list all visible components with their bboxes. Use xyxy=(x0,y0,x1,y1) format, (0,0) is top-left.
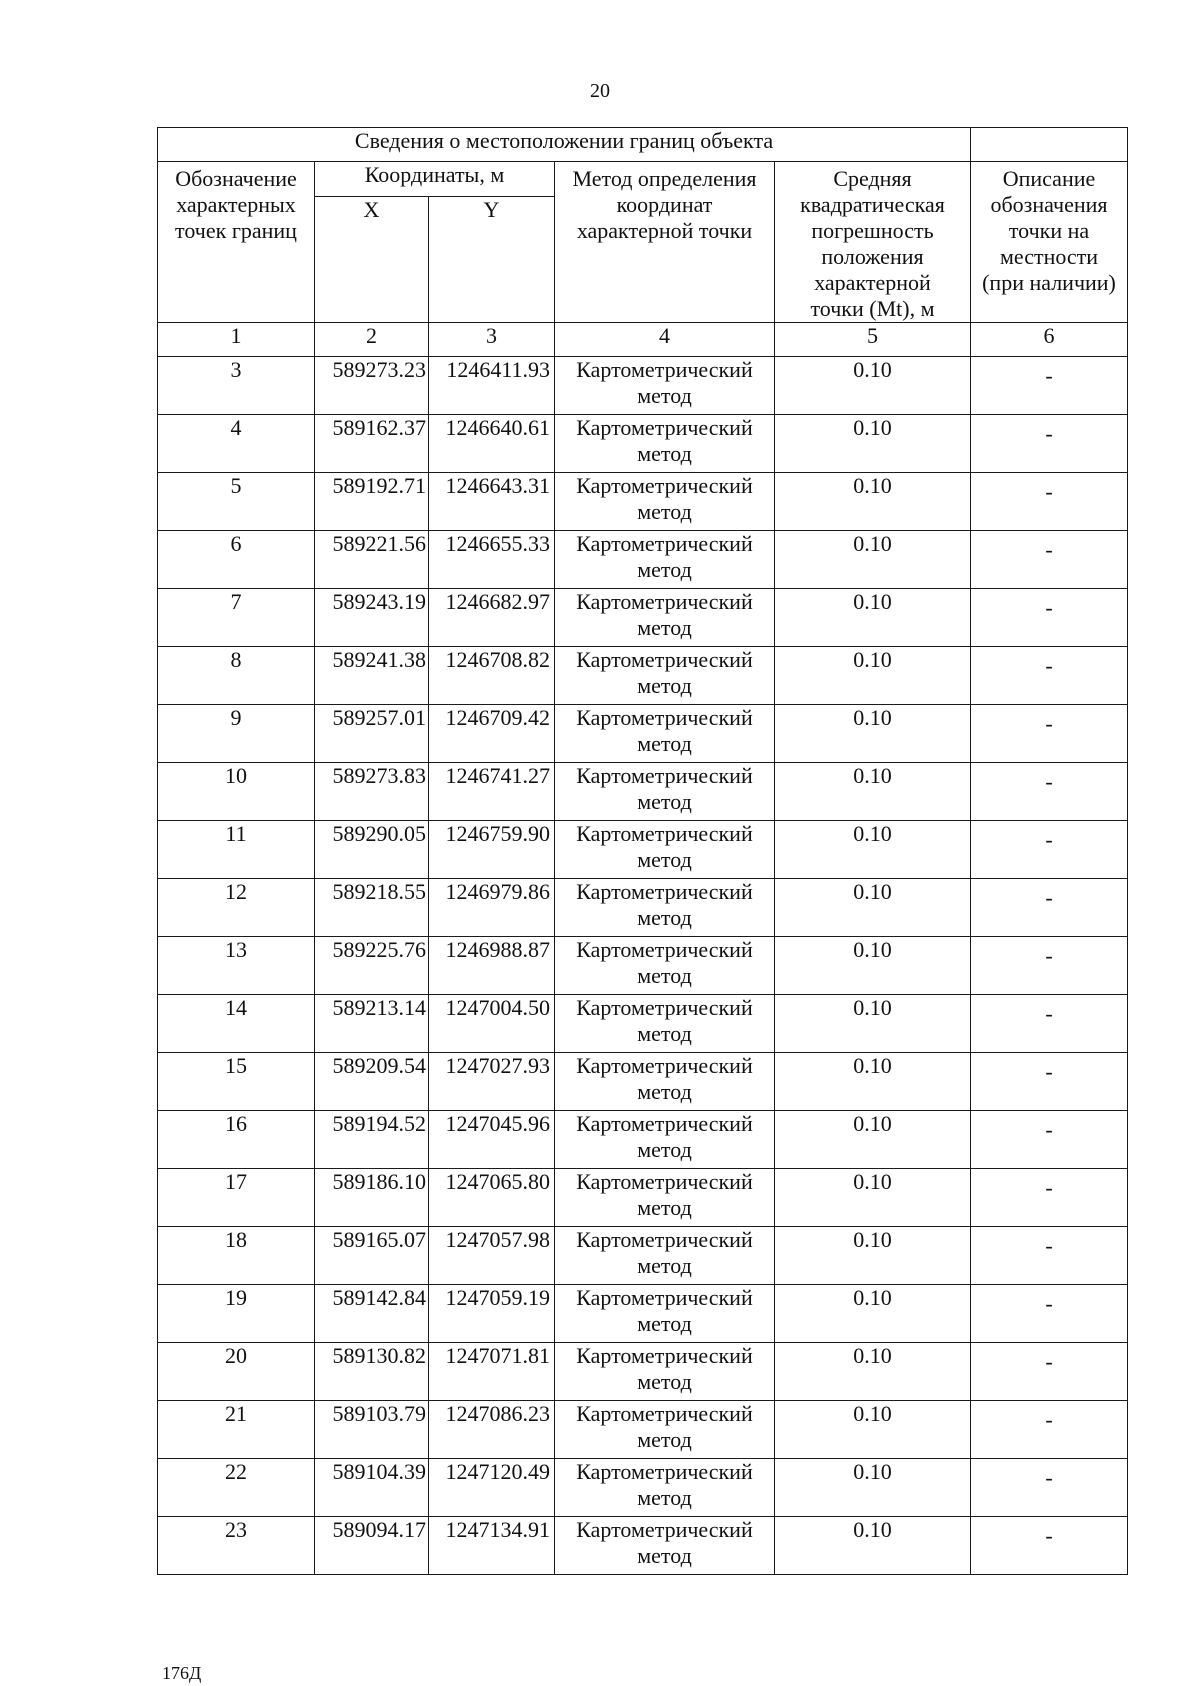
method-line: метод xyxy=(637,499,692,524)
header-mean-error-line: положения xyxy=(821,244,924,269)
table-row xyxy=(158,763,1128,821)
y-coordinate-cell: 1247071.81 xyxy=(429,1343,555,1401)
method-cell xyxy=(555,937,775,995)
method-cell xyxy=(555,763,775,821)
method-cell xyxy=(555,1053,775,1111)
y-coordinate-cell: 1246708.82 xyxy=(429,647,555,705)
mean-error-cell: 0.10 xyxy=(775,415,971,473)
table-row xyxy=(158,589,1128,647)
mean-error-cell: 0.10 xyxy=(775,821,971,879)
method-cell xyxy=(555,1227,775,1285)
footer-code: 176Д xyxy=(162,1663,202,1683)
header-method-line: координат xyxy=(616,192,713,217)
method-line: метод xyxy=(637,1369,692,1394)
method-line: метод xyxy=(637,383,692,408)
table-row xyxy=(158,357,1128,415)
point-id-cell: 13 xyxy=(158,937,315,995)
description-cell: - xyxy=(971,1401,1128,1459)
header-description-line: (при наличии) xyxy=(982,270,1116,295)
method-line: Картометрический xyxy=(576,937,753,962)
header-mean-error-line: характерной xyxy=(814,270,931,295)
header-point-designation-line: точек границ xyxy=(175,218,297,243)
header-description-line: местности xyxy=(999,244,1099,269)
method-cell xyxy=(555,879,775,937)
table-body xyxy=(158,357,1128,1575)
x-coordinate-cell: 589273.83 xyxy=(315,763,429,821)
description-cell: - xyxy=(971,1459,1128,1517)
table-row xyxy=(158,1169,1128,1227)
method-cell xyxy=(555,705,775,763)
boundary-coordinates-table xyxy=(157,127,1128,1575)
method-line: Картометрический xyxy=(576,1459,753,1484)
header-description-line: обозначения xyxy=(990,192,1108,217)
header-y: Y xyxy=(429,197,555,323)
x-coordinate-cell: 589213.14 xyxy=(315,995,429,1053)
method-line: Картометрический xyxy=(576,357,753,382)
mean-error-cell: 0.10 xyxy=(775,763,971,821)
x-coordinate-cell: 589241.38 xyxy=(315,647,429,705)
method-cell xyxy=(555,821,775,879)
x-coordinate-cell: 589290.05 xyxy=(315,821,429,879)
method-line: метод xyxy=(637,1021,692,1046)
method-cell xyxy=(555,647,775,705)
method-line: Картометрический xyxy=(576,763,753,788)
header-point-designation xyxy=(158,162,315,323)
mean-error-cell: 0.10 xyxy=(775,995,971,1053)
method-cell xyxy=(555,531,775,589)
x-coordinate-cell: 589186.10 xyxy=(315,1169,429,1227)
table-row xyxy=(158,995,1128,1053)
point-id-cell: 10 xyxy=(158,763,315,821)
table-row xyxy=(158,1111,1128,1169)
header-coordinates: Координаты, м xyxy=(315,162,555,197)
method-line: Картометрический xyxy=(576,1169,753,1194)
table-row xyxy=(158,1285,1128,1343)
mean-error-cell: 0.10 xyxy=(775,473,971,531)
y-coordinate-cell: 1246640.61 xyxy=(429,415,555,473)
description-cell: - xyxy=(971,357,1128,415)
header-mean-error-line: Средняя xyxy=(833,166,912,191)
method-line: метод xyxy=(637,1137,692,1162)
method-cell xyxy=(555,1343,775,1401)
mean-error-cell: 0.10 xyxy=(775,531,971,589)
method-line: Картометрический xyxy=(576,647,753,672)
mean-error-cell: 0.10 xyxy=(775,589,971,647)
description-cell: - xyxy=(971,647,1128,705)
method-line: метод xyxy=(637,847,692,872)
method-line: Картометрический xyxy=(576,531,753,556)
description-cell: - xyxy=(971,589,1128,647)
method-line: метод xyxy=(637,963,692,988)
point-id-cell: 12 xyxy=(158,879,315,937)
x-coordinate-cell: 589162.37 xyxy=(315,415,429,473)
header-description-line: точки на xyxy=(1008,218,1090,243)
mean-error-cell: 0.10 xyxy=(775,1169,971,1227)
method-line: метод xyxy=(637,905,692,930)
method-cell xyxy=(555,1169,775,1227)
point-id-cell: 16 xyxy=(158,1111,315,1169)
point-id-cell: 9 xyxy=(158,705,315,763)
x-coordinate-cell: 589257.01 xyxy=(315,705,429,763)
table-row xyxy=(158,1517,1128,1575)
point-id-cell: 3 xyxy=(158,357,315,415)
method-line: метод xyxy=(637,1079,692,1104)
description-cell: - xyxy=(971,1111,1128,1169)
y-coordinate-cell: 1247134.91 xyxy=(429,1517,555,1575)
column-number: 1 xyxy=(158,323,315,357)
method-cell xyxy=(555,995,775,1053)
description-cell: - xyxy=(971,1343,1128,1401)
header-point-designation-line: характерных xyxy=(176,192,296,217)
mean-error-cell: 0.10 xyxy=(775,1343,971,1401)
header-description-line: Описание xyxy=(1002,166,1096,191)
method-line: метод xyxy=(637,673,692,698)
method-line: метод xyxy=(637,789,692,814)
mean-error-cell: 0.10 xyxy=(775,1227,971,1285)
header-mean-error-line: погрешность xyxy=(811,218,934,243)
y-coordinate-cell: 1246682.97 xyxy=(429,589,555,647)
table-row xyxy=(158,415,1128,473)
table-title: Сведения о местоположении границ объекта xyxy=(158,128,971,162)
method-line: Картометрический xyxy=(576,821,753,846)
description-cell: - xyxy=(971,1169,1128,1227)
method-line: Картометрический xyxy=(576,995,753,1020)
mean-error-cell: 0.10 xyxy=(775,1053,971,1111)
table-row xyxy=(158,1053,1128,1111)
column-number: 6 xyxy=(971,323,1128,357)
y-coordinate-cell: 1246988.87 xyxy=(429,937,555,995)
x-coordinate-cell: 589194.52 xyxy=(315,1111,429,1169)
description-cell: - xyxy=(971,821,1128,879)
y-coordinate-cell: 1247027.93 xyxy=(429,1053,555,1111)
description-cell: - xyxy=(971,415,1128,473)
point-id-cell: 18 xyxy=(158,1227,315,1285)
header-mean-error xyxy=(775,162,971,323)
column-number: 3 xyxy=(429,323,555,357)
x-coordinate-cell: 589192.71 xyxy=(315,473,429,531)
mean-error-cell: 0.10 xyxy=(775,1285,971,1343)
method-line: метод xyxy=(637,1195,692,1220)
header-method-line: Метод определения xyxy=(572,166,757,191)
x-coordinate-cell: 589165.07 xyxy=(315,1227,429,1285)
point-id-cell: 15 xyxy=(158,1053,315,1111)
point-id-cell: 17 xyxy=(158,1169,315,1227)
y-coordinate-cell: 1247059.19 xyxy=(429,1285,555,1343)
method-line: Картометрический xyxy=(576,589,753,614)
header-description xyxy=(971,162,1128,323)
y-coordinate-cell: 1246759.90 xyxy=(429,821,555,879)
table-row xyxy=(158,1401,1128,1459)
description-cell: - xyxy=(971,937,1128,995)
description-cell: - xyxy=(971,1227,1128,1285)
point-id-cell: 8 xyxy=(158,647,315,705)
method-line: Картометрический xyxy=(576,1111,753,1136)
y-coordinate-cell: 1247045.96 xyxy=(429,1111,555,1169)
point-id-cell: 6 xyxy=(158,531,315,589)
method-line: Картометрический xyxy=(576,705,753,730)
y-coordinate-cell: 1247065.80 xyxy=(429,1169,555,1227)
method-line: Картометрический xyxy=(576,1401,753,1426)
method-cell xyxy=(555,357,775,415)
column-number: 4 xyxy=(555,323,775,357)
method-line: метод xyxy=(637,557,692,582)
y-coordinate-cell: 1246643.31 xyxy=(429,473,555,531)
method-cell xyxy=(555,1111,775,1169)
x-coordinate-cell: 589243.19 xyxy=(315,589,429,647)
x-coordinate-cell: 589130.82 xyxy=(315,1343,429,1401)
description-cell: - xyxy=(971,473,1128,531)
table-row xyxy=(158,937,1128,995)
method-line: метод xyxy=(637,1485,692,1510)
description-cell: - xyxy=(971,531,1128,589)
point-id-cell: 4 xyxy=(158,415,315,473)
method-line: метод xyxy=(637,731,692,756)
table-row xyxy=(158,1227,1128,1285)
point-id-cell: 21 xyxy=(158,1401,315,1459)
method-line: метод xyxy=(637,615,692,640)
header-method-line: характерной точки xyxy=(576,218,753,243)
method-line: Картометрический xyxy=(576,1285,753,1310)
header-method xyxy=(555,162,775,323)
method-cell xyxy=(555,1285,775,1343)
y-coordinate-cell: 1247004.50 xyxy=(429,995,555,1053)
y-coordinate-cell: 1246709.42 xyxy=(429,705,555,763)
y-coordinate-cell: 1247057.98 xyxy=(429,1227,555,1285)
x-coordinate-cell: 589209.54 xyxy=(315,1053,429,1111)
x-coordinate-cell: 589104.39 xyxy=(315,1459,429,1517)
description-cell: - xyxy=(971,763,1128,821)
table-row xyxy=(158,705,1128,763)
mean-error-cell: 0.10 xyxy=(775,1459,971,1517)
method-line: метод xyxy=(637,1253,692,1278)
description-cell: - xyxy=(971,879,1128,937)
point-id-cell: 14 xyxy=(158,995,315,1053)
y-coordinate-cell: 1246741.27 xyxy=(429,763,555,821)
y-coordinate-cell: 1246979.86 xyxy=(429,879,555,937)
method-line: Картометрический xyxy=(576,879,753,904)
method-cell xyxy=(555,589,775,647)
header-mean-error-line: точки (Mt), м xyxy=(810,296,935,321)
description-cell: - xyxy=(971,1285,1128,1343)
point-id-cell: 20 xyxy=(158,1343,315,1401)
mean-error-cell: 0.10 xyxy=(775,1111,971,1169)
mean-error-cell: 0.10 xyxy=(775,1517,971,1575)
method-line: Картометрический xyxy=(576,473,753,498)
description-cell: - xyxy=(971,1053,1128,1111)
x-coordinate-cell: 589225.76 xyxy=(315,937,429,995)
mean-error-cell: 0.10 xyxy=(775,1401,971,1459)
table-row xyxy=(158,531,1128,589)
table-row xyxy=(158,473,1128,531)
header-mean-error-line: квадратическая xyxy=(800,192,945,217)
y-coordinate-cell: 1246655.33 xyxy=(429,531,555,589)
table-row xyxy=(158,1459,1128,1517)
y-coordinate-cell: 1247120.49 xyxy=(429,1459,555,1517)
method-cell xyxy=(555,473,775,531)
y-coordinate-cell: 1246411.93 xyxy=(429,357,555,415)
x-coordinate-cell: 589142.84 xyxy=(315,1285,429,1343)
method-cell xyxy=(555,1401,775,1459)
description-cell: - xyxy=(971,1517,1128,1575)
mean-error-cell: 0.10 xyxy=(775,879,971,937)
x-coordinate-cell: 589218.55 xyxy=(315,879,429,937)
mean-error-cell: 0.10 xyxy=(775,647,971,705)
point-id-cell: 22 xyxy=(158,1459,315,1517)
table-title-empty-cell xyxy=(971,128,1128,162)
x-coordinate-cell: 589273.23 xyxy=(315,357,429,415)
x-coordinate-cell: 589103.79 xyxy=(315,1401,429,1459)
method-cell xyxy=(555,415,775,473)
method-cell xyxy=(555,1517,775,1575)
point-id-cell: 23 xyxy=(158,1517,315,1575)
method-cell xyxy=(555,1459,775,1517)
method-line: метод xyxy=(637,1311,692,1336)
mean-error-cell: 0.10 xyxy=(775,705,971,763)
method-line: метод xyxy=(637,1427,692,1452)
method-line: Картометрический xyxy=(576,1227,753,1252)
method-line: метод xyxy=(637,441,692,466)
header-x: X xyxy=(315,197,429,323)
y-coordinate-cell: 1247086.23 xyxy=(429,1401,555,1459)
table-row xyxy=(158,1343,1128,1401)
table-row xyxy=(158,647,1128,705)
mean-error-cell: 0.10 xyxy=(775,357,971,415)
point-id-cell: 5 xyxy=(158,473,315,531)
point-id-cell: 7 xyxy=(158,589,315,647)
x-coordinate-cell: 589094.17 xyxy=(315,1517,429,1575)
header-point-designation-line: Обозначение xyxy=(175,166,297,191)
description-cell: - xyxy=(971,995,1128,1053)
mean-error-cell: 0.10 xyxy=(775,937,971,995)
description-cell: - xyxy=(971,705,1128,763)
table-row xyxy=(158,821,1128,879)
page-number: 20 xyxy=(590,80,610,102)
method-line: Картометрический xyxy=(576,1517,753,1542)
column-number: 2 xyxy=(315,323,429,357)
point-id-cell: 19 xyxy=(158,1285,315,1343)
method-line: Картометрический xyxy=(576,1053,753,1078)
method-line: Картометрический xyxy=(576,415,753,440)
point-id-cell: 11 xyxy=(158,821,315,879)
method-line: Картометрический xyxy=(576,1343,753,1368)
column-number: 5 xyxy=(775,323,971,357)
method-line: метод xyxy=(637,1543,692,1568)
x-coordinate-cell: 589221.56 xyxy=(315,531,429,589)
table-row xyxy=(158,879,1128,937)
